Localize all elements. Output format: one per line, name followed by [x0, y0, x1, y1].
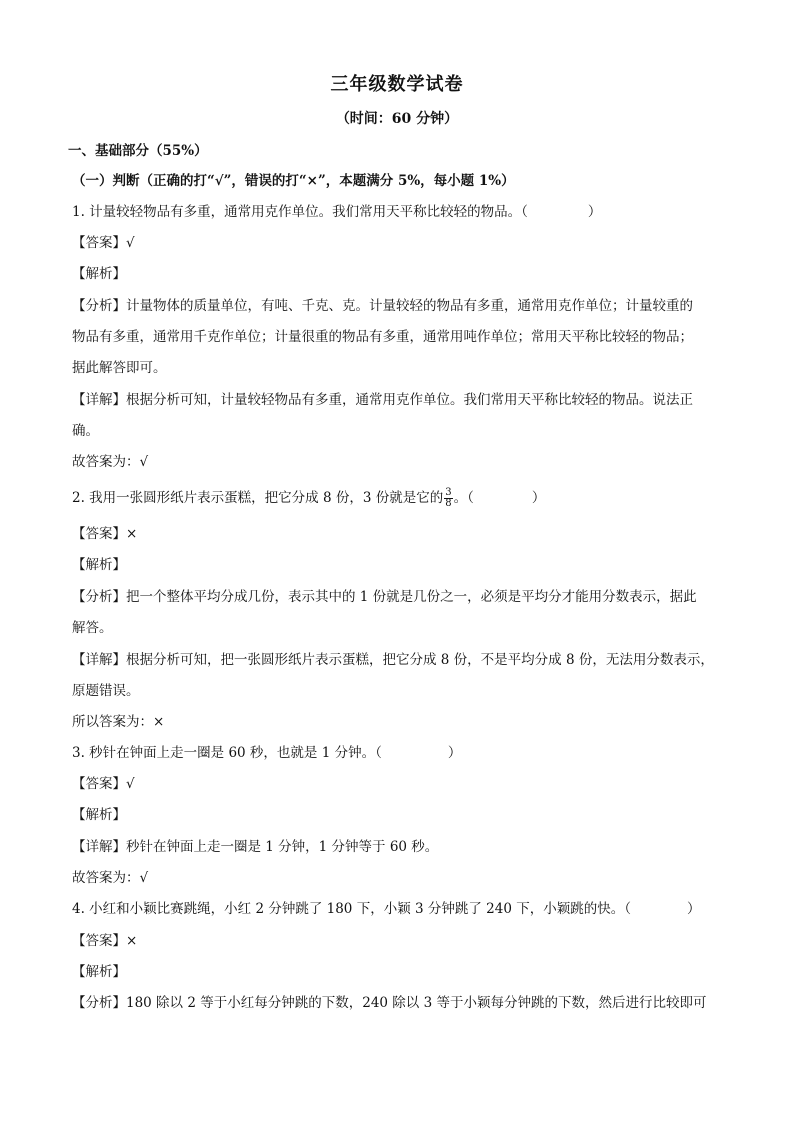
question-1-stem: 1. 计量较轻物品有多重，通常用克作单位。我们常用天平称比较轻的物品。（ [72, 204, 528, 220]
analysis-label-2: 【解析】 [72, 557, 126, 573]
question-2 [72, 485, 545, 511]
analysis-label-3: 【解析】 [72, 807, 126, 823]
question-2-stem: 2. 我用一张圆形纸片表示蛋糕，把它分成 8 份，3 份就是它的 [72, 490, 444, 506]
detail-1-line-1: 【详解】根据分析可知，计量较轻物品有多重，通常用克作单位。我们常用天平称比较轻的物品。说法正 [72, 392, 693, 408]
answer-4: 【答案】× [72, 933, 138, 949]
analysis-1-line-2: 物品有多重，通常用千克作单位；计量很重的物品有多重，通常用吨作单位；常用天平称比较轻的物品； [72, 329, 693, 345]
conclusion-2: 所以答案为：× [72, 714, 165, 730]
question-3 [72, 744, 461, 762]
detail-2-line-2: 原题错误。 [72, 683, 140, 699]
detail-1-line-2: 确。 [72, 423, 99, 439]
question-1 [72, 203, 601, 221]
question-4 [72, 900, 700, 918]
analysis-2-line-2: 解答。 [72, 620, 113, 636]
question-4-stem: 4. 小红和小颖比赛跳绳，小红 2 分钟跳了 180 下，小颖 3 分钟跳了 240 下，小颖跳的快。（ [72, 901, 631, 917]
section-subheading: （一）判断（正确的打“√”，错误的打“×”，本题满分 5%，每小题 1%） [72, 173, 515, 189]
question-3-stem: 3. 秒针在钟面上走一圈是 60 秒，也就是 1 分钟。（ [72, 745, 382, 761]
question-2-close: ） [531, 490, 546, 506]
analysis-label-1: 【解析】 [72, 266, 126, 282]
analysis-1-line-3: 据此解答即可。 [72, 360, 167, 376]
fraction-3-8: $\frac{3}{8}$ [445, 487, 452, 509]
analysis-2-line-1: 【分析】把一个整体平均分成几份，表示其中的 1 份就是几份之一，必须是平均分才能用分数表示，据此 [72, 589, 697, 605]
analysis-4-line-1: 【分析】180 除以 2 等于小红每分钟跳的下数，240 除以 3 等于小颖每分钟跳的下数，然后进行比较即可 [72, 995, 707, 1011]
answer-3: 【答案】√ [72, 776, 135, 792]
question-4-close: ） [686, 901, 701, 917]
section-heading: 一、基础部分（55%） [68, 143, 208, 159]
question-3-close: ） [447, 745, 462, 761]
analysis-label-4: 【解析】 [72, 964, 126, 980]
conclusion-1: 故答案为：√ [72, 454, 149, 470]
analysis-1-line-1: 【分析】计量物体的质量单位，有吨、千克、克。计量较轻的物品有多重，通常用克作单位；计量较重的 [72, 298, 693, 314]
conclusion-3: 故答案为：√ [72, 870, 149, 886]
answer-2: 【答案】× [72, 526, 138, 542]
exam-time: （时间：60 分钟） [335, 111, 459, 127]
detail-3-line-1: 【详解】秒针在钟面上走一圈是 1 分钟，1 分钟等于 60 秒。 [72, 839, 439, 855]
answer-1: 【答案】√ [72, 235, 135, 251]
question-2-stem-end: 。（ [453, 490, 474, 506]
page-title: 三年级数学试卷 [330, 74, 464, 95]
detail-2-line-1: 【详解】根据分析可知，把一张圆形纸片表示蛋糕，把它分成 8 份，不是平均分成 8 份，无法用分数表示， [72, 652, 714, 668]
question-1-close: ） [587, 204, 602, 220]
